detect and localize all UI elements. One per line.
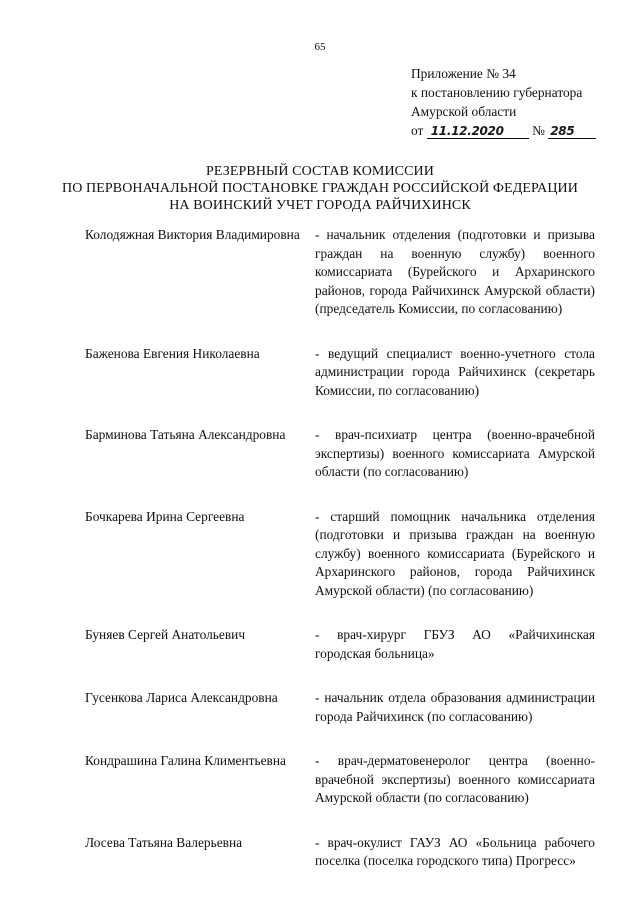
appendix-reference: к постановлению губернатора bbox=[411, 85, 583, 100]
page-number: 65 bbox=[314, 41, 326, 53]
member-name: Кондрашина Галина Климентьевна bbox=[85, 753, 286, 768]
member-name: Буняев Сергей Анатольевич bbox=[85, 627, 246, 642]
number-prefix: № bbox=[532, 123, 545, 138]
member-row bbox=[85, 834, 595, 871]
member-row bbox=[85, 345, 595, 401]
member-name: Лосева Татьяна Валерьевна bbox=[85, 834, 243, 850]
member-name: Колодяжная Виктория Владимировна bbox=[85, 227, 300, 242]
handwritten-date: 11.12.2020 bbox=[427, 124, 529, 139]
member-row bbox=[85, 508, 595, 601]
appendix-number: Приложение № 34 bbox=[411, 66, 516, 81]
member-name: Бочкарева Ирина Сергеевна bbox=[85, 508, 245, 524]
appendix-header bbox=[411, 64, 596, 140]
member-row bbox=[85, 226, 595, 319]
member-position: - ведущий специалист военно-учетного стола администрации города Райчихинск (секретарь Комиссии, по согласованию) bbox=[315, 345, 595, 398]
member-position: - старший помощник начальника отделения (подготовки и призыва граждан на военную службу) военного комиссариата (Бурейского и Архаринского районов, города Райчихинск Амурской области) (по согласованию) bbox=[315, 508, 595, 598]
title-line-1: РЕЗЕРВНЫЙ СОСТАВ КОМИССИИ bbox=[206, 164, 434, 179]
member-position: - врач-хирург ГБУЗ АО «Райчихинская городская больница» bbox=[315, 627, 595, 661]
member-position: - врач-психиатр центра (военно-врачебной экспертизы) военного комиссариата Амурской области (по согласованию) bbox=[315, 427, 595, 479]
member-position: - врач-дерматовенеролог центра (военно-врачебной экспертизы) военного комиссариата Амурской области (по согласованию) bbox=[315, 753, 595, 805]
member-name: Барминова Татьяна Александровна bbox=[85, 427, 286, 442]
handwritten-number: 285 bbox=[548, 124, 596, 139]
date-prefix: от bbox=[411, 123, 424, 138]
member-row bbox=[85, 689, 595, 726]
document-title bbox=[0, 163, 640, 214]
member-row bbox=[85, 626, 595, 663]
title-line-2: ПО ПЕРВОНАЧАЛЬНОЙ ПОСТАНОВКЕ ГРАЖДАН РОССИЙСКОЙ ФЕДЕРАЦИИ bbox=[62, 181, 578, 196]
title-line-3: НА ВОИНСКИЙ УЧЕТ ГОРОДА РАЙЧИХИНСК bbox=[169, 198, 471, 213]
member-row bbox=[85, 752, 595, 808]
appendix-region: Амурской области bbox=[411, 104, 517, 119]
member-position: - врач-окулист ГАУЗ АО «Больница рабочего поселка (поселка городского типа) Прогресс» bbox=[315, 834, 595, 868]
member-position: - начальник отдела образования администрации города Райчихинск (по согласованию) bbox=[315, 690, 595, 724]
member-name: Гусенкова Лариса Александровна bbox=[85, 690, 278, 705]
member-position: - начальник отделения (подготовки и призыва граждан на военную службу) военного комиссариата (Бурейского и Архаринского районов, города Райчихинск Амурской области) (председатель Комиссии, по согласованию) bbox=[315, 227, 595, 316]
member-name: Баженова Евгения Николаевна bbox=[85, 345, 260, 361]
appendix-date-line bbox=[411, 121, 596, 140]
members-list bbox=[85, 226, 595, 871]
member-row bbox=[85, 426, 595, 482]
